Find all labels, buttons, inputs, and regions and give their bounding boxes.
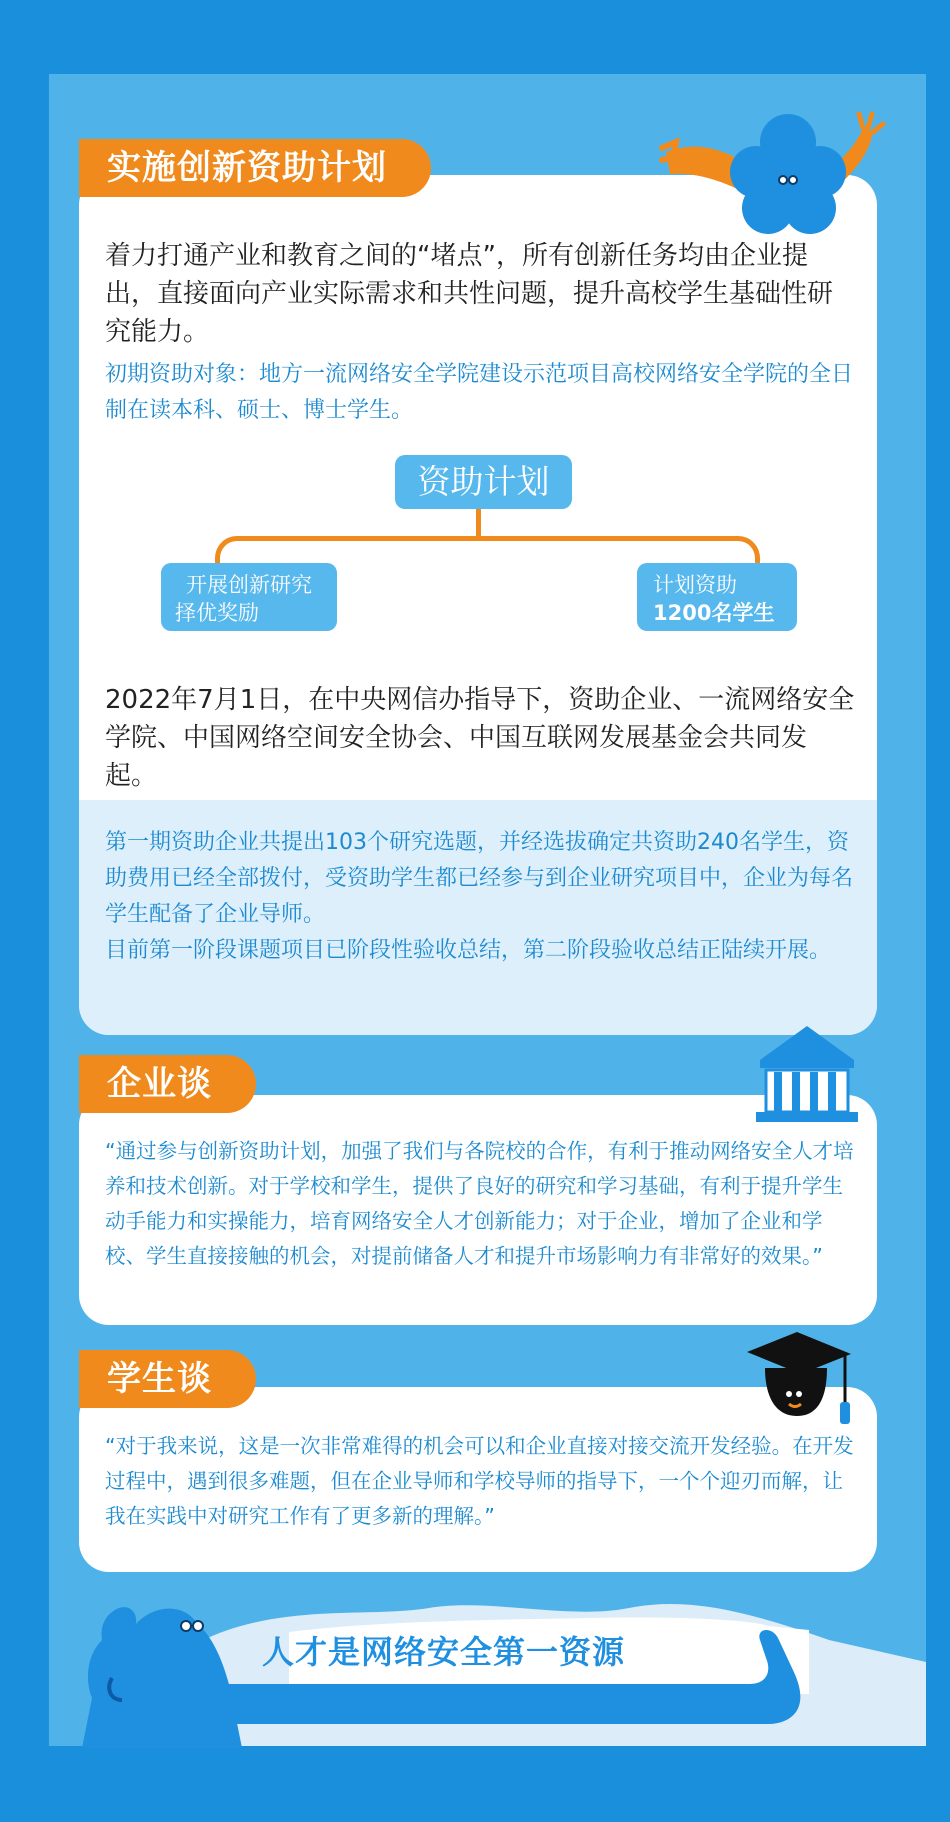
diagram-right-line2: 1200名学生: [653, 601, 775, 625]
progress-text-2: 目前第一阶段课题项目已阶段性验收总结，第二阶段验收总结正陆续开展。: [105, 938, 832, 963]
progress-text-1: 第一期资助企业共提出103个研究选题，并经选拔确定共资助240名学生，资助费用已经全部拨付，受资助学生都已经参与到企业研究项目中，企业为每名学生配备了企业导师。: [105, 830, 854, 927]
diagram-root: 资助计划: [395, 455, 572, 509]
diagram-left-line1: 开展创新研究: [186, 573, 312, 597]
student-quote: “对于我来说，这是一次非常难得的机会可以和企业直接对接交流开发经验。在开发过程中，遇到很多难题，但在企业导师和学校导师的指导下，一个个迎刃而解，让我在实践中对研究工作有了更多新的理解。”: [105, 1434, 854, 1528]
diagram-right-line1: 计划资助: [653, 573, 737, 597]
student-tab: 学生谈: [79, 1350, 256, 1408]
enterprise-quote: “通过参与创新资助计划，加强了我们与各院校的合作，有利于推动网络安全人才培养和技术创新。对于学校和学生，提供了良好的研究和学习基础，有利于提升学生动手能力和实操能力，培育网络安全人才创新能力；对于企业，增加了企业和学校、学生直接接触的机会，对提前储备人才和提升市场影响力有非常好的效果。”: [105, 1139, 854, 1268]
slogan-text: 人才是网络安全第一资源: [262, 1633, 626, 1671]
diagram-right-node: [637, 563, 797, 631]
graduation-cap-icon: [745, 1326, 855, 1436]
enterprise-tab: 企业谈: [79, 1055, 256, 1113]
diagram-left-node: [161, 563, 337, 631]
flower-mascot-icon: [658, 100, 888, 240]
building-icon: [752, 1024, 862, 1124]
innovation-plan-tab: 实施创新资助计划: [79, 139, 431, 197]
launch-description: 2022年7月1日，在中央网信办指导下，资助企业、一流网络安全学院、中国网络空间安全协会、中国互联网发展基金会共同发起。: [105, 685, 855, 791]
diagram-left-line2: 择优奖励: [175, 601, 259, 625]
funding-target-note: 初期资助对象：地方一流网络安全学院建设示范项目高校网络安全学院的全日制在读本科、硕士、博士学生。: [105, 362, 854, 423]
plan-description: 着力打通产业和教育之间的“堵点”，所有创新任务均由企业提出，直接面向产业实际需求和共性问题，提升高校学生基础性研究能力。: [105, 241, 834, 347]
